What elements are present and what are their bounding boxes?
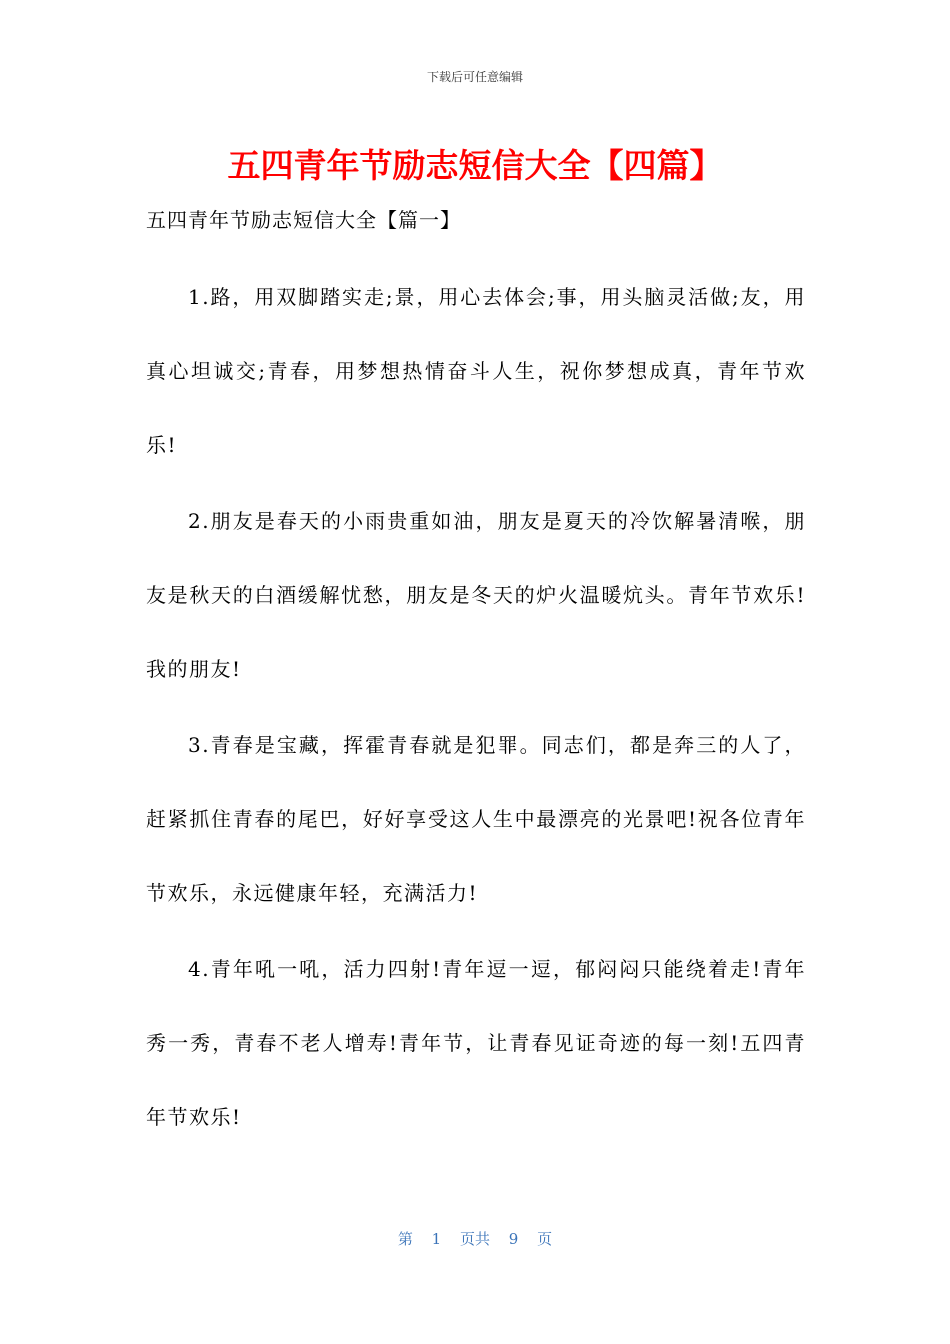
section-heading: 五四青年节励志短信大全【篇一】 [146,208,461,232]
document-title: 五四青年节励志短信大全【四篇】 [227,146,723,185]
paragraph-2: 2.朋友是春天的小雨贵重如油，朋友是夏天的冷饮解暑清喉，朋友是秋天的白酒缓解忧愁，朋友是冬天的炉火温暖炕头。青年节欢乐!我的朋友! [146,509,806,681]
header-note: 下载后可任意编辑 [426,70,523,84]
paragraph-3: 3.青春是宝藏，挥霍青春就是犯罪。同志们，都是奔三的人了，赶紧抓住青春的尾巴，好好享受这人生中最漂亮的光景吧!祝各位青年节欢乐，永远健康年轻，充满活力! [146,733,806,905]
paragraph-1: 1.路，用双脚踏实走;景，用心去体会;事，用头脑灵活做;友，用真心坦诚交;青春，用梦想热情奋斗人生，祝你梦想成真，青年节欢乐! [146,285,806,457]
paragraph-4: 4.青年吼一吼，活力四射!青年逗一逗，郁闷闷只能绕着走!青年秀一秀，青春不老人增寿!青年节，让青春见证奇迹的每一刻!五四青年节欢乐! [146,957,806,1129]
page-footer: 第 1 页共 9 页 [397,1230,553,1248]
